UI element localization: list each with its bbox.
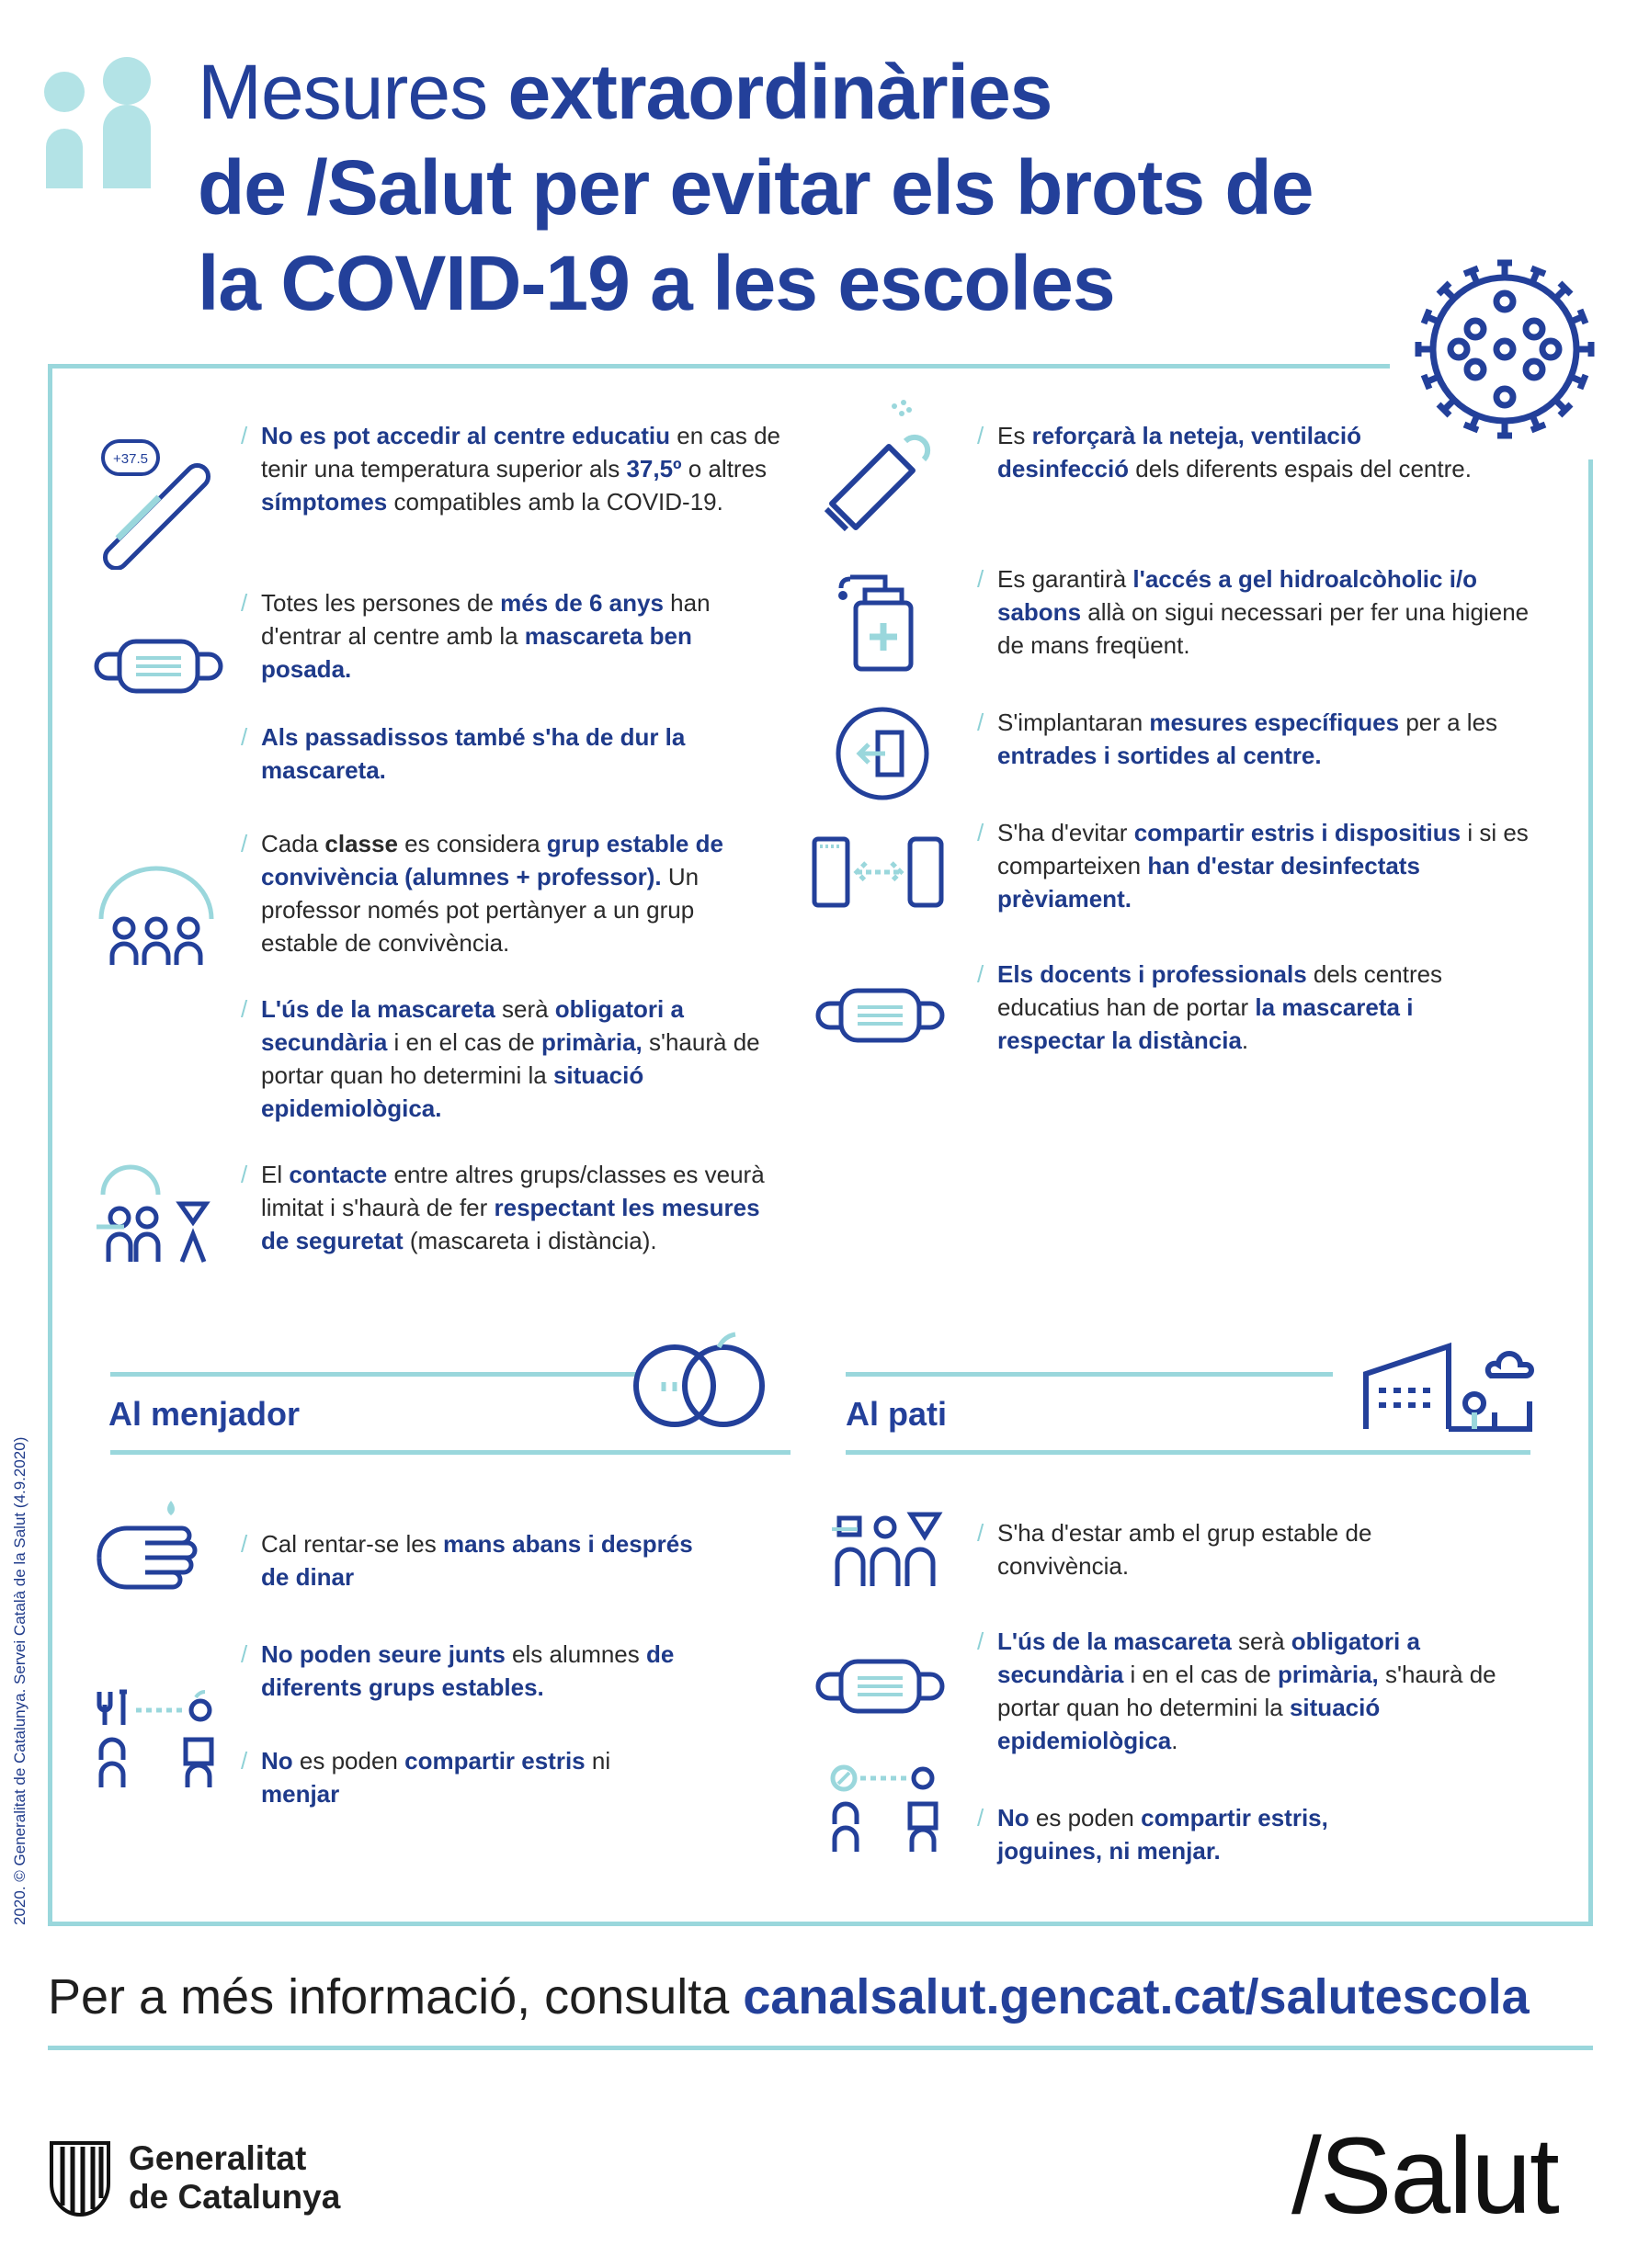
title-thin: Mesures: [198, 49, 508, 135]
text-bold: mans abans i després de dinar: [261, 1530, 693, 1591]
text-bold: l'accés a gel hidroalcòholic i/o sabons: [997, 565, 1478, 626]
frame-right: [1588, 459, 1593, 1926]
footer-rule: [48, 2046, 1593, 2050]
people-logo-icon: [37, 55, 156, 193]
text: s'haurà de portar quan ho determini la: [261, 1028, 760, 1089]
text-bold: Els docents i professionals: [997, 960, 1307, 988]
text-bold: compartir: [404, 1747, 516, 1775]
text: Un professor només pot pertànyer a un grup estable de convivència.: [261, 863, 700, 957]
text: Cal rentar-se les: [261, 1530, 443, 1558]
text: Totes les persones de: [261, 589, 501, 617]
text-bold: No es pot accedir al centre educatiu: [261, 422, 671, 449]
text: S'implantaran: [997, 709, 1150, 736]
text-bold: obligatori a secundària: [997, 1627, 1420, 1688]
more-info: [48, 1968, 1592, 2025]
measure-teachers: / Els docents i professionals dels centres educatius han de portar la mascareta i respectar la distància.: [977, 960, 1443, 1054]
text-bold: respectant les mesures de seguretat: [261, 1194, 760, 1254]
text: .: [1241, 1026, 1249, 1054]
group-contact-icon: [92, 1153, 221, 1273]
entrance-exit-icon: [832, 703, 933, 804]
ball-people-icon: [827, 1760, 947, 1879]
menjador-title: Al menjador: [108, 1395, 301, 1433]
pati-stable-group: / S'ha d'estar amb el grup estable de convivència.: [977, 1519, 1372, 1580]
measure-entrances: / S'implantaran mesures específiques per a les entrades i sortides al centre.: [977, 709, 1498, 769]
text-bold: mascareta ben posada.: [261, 622, 692, 683]
text-bold: contacte: [289, 1161, 388, 1188]
title-bold: extraordinàries: [507, 49, 1052, 135]
text: es poden: [1029, 1804, 1142, 1831]
text: es poden: [292, 1747, 405, 1775]
text-bold: entrades i sortides al centre.: [997, 742, 1322, 769]
text: ni: [585, 1747, 611, 1775]
group-icon: [832, 1507, 951, 1590]
measure-gel: / Es garantirà l'accés a gel hidroalcòholic i/o sabons allà on sigui necessari per fer una higiene de mans freqüent.: [977, 565, 1530, 659]
measure-temperature: / No es pot accedir al centre educatiu en cas de tenir una temperatura superior als 37,5º o altres símptomes compatibles amb la COVID-19.: [241, 422, 781, 516]
text-bold: primària,: [540, 1028, 643, 1056]
apple-icon: [627, 1329, 774, 1430]
text-bold: estris: [521, 1747, 586, 1775]
handwash-icon: [92, 1493, 202, 1594]
text: Es: [997, 422, 1032, 449]
measure-mask-6: / Totes les persones de més de 6 anys han d'entrar al centre amb la mascareta ben posada.: [241, 589, 711, 683]
generalitat-logo-icon: [48, 2139, 112, 2217]
text-bold: mesures específiques: [1149, 709, 1400, 736]
text: Es garantirà: [997, 565, 1133, 593]
text: en cas de tenir una temperatura superior als: [261, 422, 781, 482]
measure-cleaning: / Es reforçarà la neteja, ventilació desinfecció dels diferents espais del centre.: [977, 422, 1472, 482]
menjador-sharing: / No es poden compartir estris ni menjar: [241, 1747, 611, 1808]
text: serà: [1231, 1627, 1291, 1655]
text-bold: 37,5º: [626, 455, 682, 482]
measure-contact: / El contacte entre altres grups/classes es veurà limitat i s'haurà de fer respectant les mesures de seguretat (mascareta i distància).: [241, 1161, 765, 1254]
frame-top: [48, 364, 1390, 369]
gel-dispenser-icon: [832, 561, 933, 680]
text: serà: [495, 995, 555, 1023]
text-bold: L'ús de la mascareta: [997, 1627, 1232, 1655]
page-title: [198, 44, 1393, 331]
text-bold: la mascareta i respectar la distància: [997, 993, 1414, 1054]
measure-devices: / S'ha d'evitar compartir estris i dispositius i si es comparteixen han d'estar desinfectats prèviament.: [977, 819, 1529, 913]
credit-text: 2020. © Generalitat de Catalunya. Servei Català de la Salut (4.9.2020): [11, 1436, 28, 1925]
text: s'haurà de portar quan ho determini la: [997, 1661, 1496, 1721]
text: compatibles amb la COVID-19.: [387, 488, 723, 516]
mask-icon: [813, 1654, 947, 1718]
text: i si es comparteixen: [997, 819, 1529, 879]
title-line-2: de /Salut per evitar els brots de: [198, 144, 1314, 231]
text-bold: reforçarà la neteja, ventilació desinfecció: [997, 422, 1361, 482]
text-bold: No: [261, 1747, 293, 1775]
text: allà on sigui necessari per fer una higiene de mans freqüent.: [997, 598, 1530, 659]
text-bold: menjar: [261, 1780, 340, 1808]
text: dels diferents espais del centre.: [1129, 455, 1472, 482]
frame-bottom: [48, 1922, 1593, 1926]
text-bold: símptomes: [261, 488, 388, 516]
group-icon: [92, 864, 221, 974]
text-bold: més de 6 anys: [500, 589, 664, 617]
measure-mask-secondary: / L'ús de la mascareta serà obligatori a secundària i en el cas de primària, s'haurà de portar quan ho determini la situació epidemiològica.: [241, 995, 760, 1122]
pati-rule-bottom: [846, 1450, 1530, 1455]
measure-stable-group: / Cada classe es considera grup estable de convivència (alumnes + professor). Un professor només pot pertànyer a un grup estable de convivència.: [241, 830, 723, 957]
text-bold: Als passadissos també s'ha de dur la mascareta.: [261, 723, 686, 784]
thermometer-icon: [92, 432, 221, 570]
text: i en el cas de: [387, 1028, 541, 1056]
measure-corridors: / Als passadissos també s'ha de dur la mascareta.: [241, 723, 686, 784]
text-bold: han d'estar desinfectats prèviament.: [997, 852, 1420, 913]
menjador-sitting: / No poden seure junts els alumnes de diferents grups estables.: [241, 1640, 675, 1701]
text-bold: primària,: [1277, 1661, 1379, 1688]
text: els alumnes: [505, 1640, 646, 1668]
frame-left: [48, 364, 52, 1926]
text: S'ha d'estar amb el grup estable de convivència.: [997, 1519, 1372, 1580]
cutlery-people-icon: [92, 1686, 221, 1833]
pati-sharing: / No es poden compartir estris, joguines, ni menjar.: [977, 1804, 1328, 1865]
thermometer-label: +37.5: [113, 451, 148, 467]
text-bold: No: [997, 1804, 1029, 1831]
menjador-rule-top: [110, 1372, 639, 1377]
pati-mask: / L'ús de la mascareta serà obligatori a secundària i en el cas de primària, s'haurà de portar quan ho determini la situació epidemiològica.: [977, 1627, 1496, 1754]
generalitat-line2: de Catalunya: [129, 2178, 341, 2216]
mask-icon: [813, 983, 947, 1048]
text-bold: compartir estris, joguines, ni menjar.: [997, 1804, 1328, 1865]
text: dels centres educatius han de portar: [997, 960, 1443, 1021]
text-bold: de diferents grups estables.: [261, 1640, 675, 1701]
text-bold: classe: [324, 830, 398, 857]
text: per a les: [1399, 709, 1498, 736]
text: i en el cas de: [1123, 1661, 1278, 1688]
text-bold: compartir estris i dispositius: [1133, 819, 1462, 846]
text-bold: L'ús de la mascareta: [261, 995, 495, 1023]
text-bold: No poden seure junts: [261, 1640, 506, 1668]
text-bold: situació epidemiològica: [997, 1694, 1381, 1754]
mask-icon: [92, 634, 225, 698]
text-bold: grup estable de convivència (alumnes + professor).: [261, 830, 723, 890]
devices-icon: [809, 832, 947, 914]
text: (mascareta i distància).: [403, 1227, 657, 1254]
generalitat-line1: Generalitat: [129, 2139, 307, 2177]
more-info-text: Per a més informació, consulta: [48, 1969, 744, 2024]
text-bold: situació epidemiològica.: [261, 1061, 644, 1122]
text-bold: obligatori a secundària: [261, 995, 684, 1056]
text: han d'entrar al centre amb la: [261, 589, 711, 650]
menjador-rule-bottom: [110, 1450, 791, 1455]
text: o altres: [681, 455, 768, 482]
title-line-3: la COVID-19 a les escoles: [198, 240, 1115, 326]
generalitat-name: [129, 2139, 340, 2217]
school-building-icon: [1360, 1337, 1535, 1438]
salut-logo: /Salut: [1291, 2115, 1558, 2237]
text: es considera: [397, 830, 547, 857]
more-info-link[interactable]: canalsalut.gencat.cat/salutescola: [743, 1969, 1530, 2024]
text: .: [1171, 1727, 1178, 1754]
text: entre altres grups/classes es veurà limitat i s'haurà de fer: [261, 1161, 765, 1221]
menjador-handwash: / Cal rentar-se les mans abans i després de dinar: [241, 1530, 693, 1591]
text: S'ha d'evitar: [997, 819, 1134, 846]
spray-icon: [813, 395, 933, 542]
text: El: [261, 1161, 290, 1188]
text: Cada: [261, 830, 325, 857]
pati-rule-top: [846, 1372, 1333, 1377]
pati-title: Al pati: [846, 1395, 948, 1433]
